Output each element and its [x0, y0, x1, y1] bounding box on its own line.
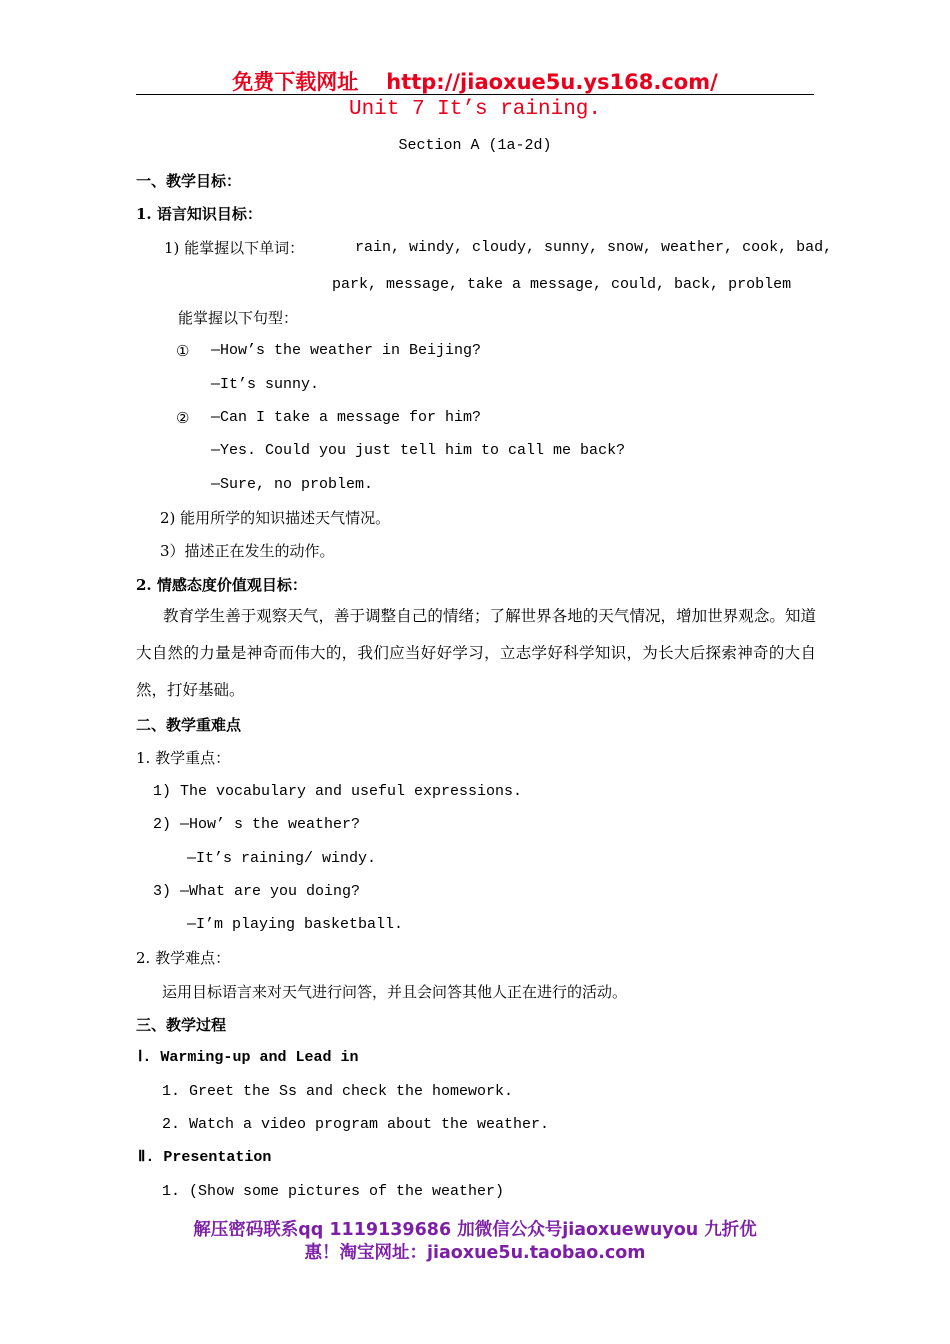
step-1-item-2: 2. Watch a video program about the weather. [162, 1116, 550, 1133]
vocab-intro: 1) 能掌握以下单词： [164, 239, 305, 257]
emotion-heading: 2. 情感态度价值观目标： [136, 576, 307, 594]
download-header [0, 66, 950, 96]
step-1-heading: Ⅰ. Warming-up and Lead in [138, 1049, 359, 1066]
objective-item-3: 3）描述正在发生的动作。 [160, 542, 335, 560]
objectives-heading: 一、教学目标： [136, 172, 242, 190]
process-heading: 三、教学过程 [136, 1016, 227, 1034]
objective-item-2: 2) 能用所学的知识描述天气情况。 [160, 509, 391, 527]
footer-shop-line: 惠！淘宝网址：jiaoxue5u.taobao.com [304, 1243, 646, 1263]
header-label: 免费下载网址 [232, 70, 359, 94]
emotion-paragraph: 教育学生善于观察天气，善于调整自己的情绪；了解世界各地的天气情况，增加世界观念。知道大自然的力量是神奇而伟大的，我们应当好好学习，立志学好科学知识，为长大后探索神奇的大自然，打好基础。 [136, 607, 816, 699]
vocab-line-2: park, message, take a message, could, back, problem [332, 276, 792, 293]
knowledge-heading: 1. 语言知识目标： [136, 205, 262, 223]
header-url-link[interactable]: http://jiaoxue5u.ys168.com/ [386, 70, 718, 94]
step-2-item-1: 1. (Show some pictures of the weather) [162, 1183, 505, 1200]
sentence-2-question: —Can I take a message for him? [211, 409, 482, 426]
difficulty-text: 运用目标语言来对天气进行问答，并且会问答其他人正在进行的活动。 [162, 983, 628, 1001]
page-title: Unit 7 It’s raining. [348, 98, 602, 121]
sentence-1-question: —How’s the weather in Beijing? [211, 342, 482, 359]
header-divider [136, 94, 814, 95]
focus-item-1: 1) The vocabulary and useful expressions. [153, 783, 523, 800]
sentence-1-marker: ① [176, 342, 190, 360]
vocab-line-1: rain, windy, cloudy, sunny, snow, weather, cook, bad, [355, 239, 833, 256]
focus-item-3-answer: —I’m playing basketball. [187, 916, 404, 933]
focus-heading: 1. 教学重点： [136, 749, 231, 767]
sentence-2-marker: ② [176, 409, 190, 427]
step-1-item-1: 1. Greet the Ss and check the homework. [162, 1083, 514, 1100]
sentence-2-answer-1: —Yes. Could you just tell him to call me back? [211, 442, 626, 459]
sentence-intro: 能掌握以下句型： [178, 309, 299, 327]
difficulty-heading: 2. 教学难点： [136, 949, 231, 967]
sentence-2-answer-2: —Sure, no problem. [211, 476, 374, 493]
focus-item-2-question: 2) —How’ s the weather? [153, 816, 361, 833]
sentence-1-answer: —It’s sunny. [211, 376, 320, 393]
focus-item-2-answer: —It’s raining/ windy. [187, 850, 377, 867]
footer-contact-line: 解压密码联系qq 1119139686 加微信公众号jiaoxuewuyou 九折优 [193, 1220, 757, 1240]
key-points-heading: 二、教学重难点 [136, 716, 242, 734]
focus-item-3-question: 3) —What are you doing? [153, 883, 361, 900]
step-2-heading: Ⅱ. Presentation [138, 1149, 272, 1166]
section-subtitle: Section A (1a-2d) [398, 137, 552, 154]
